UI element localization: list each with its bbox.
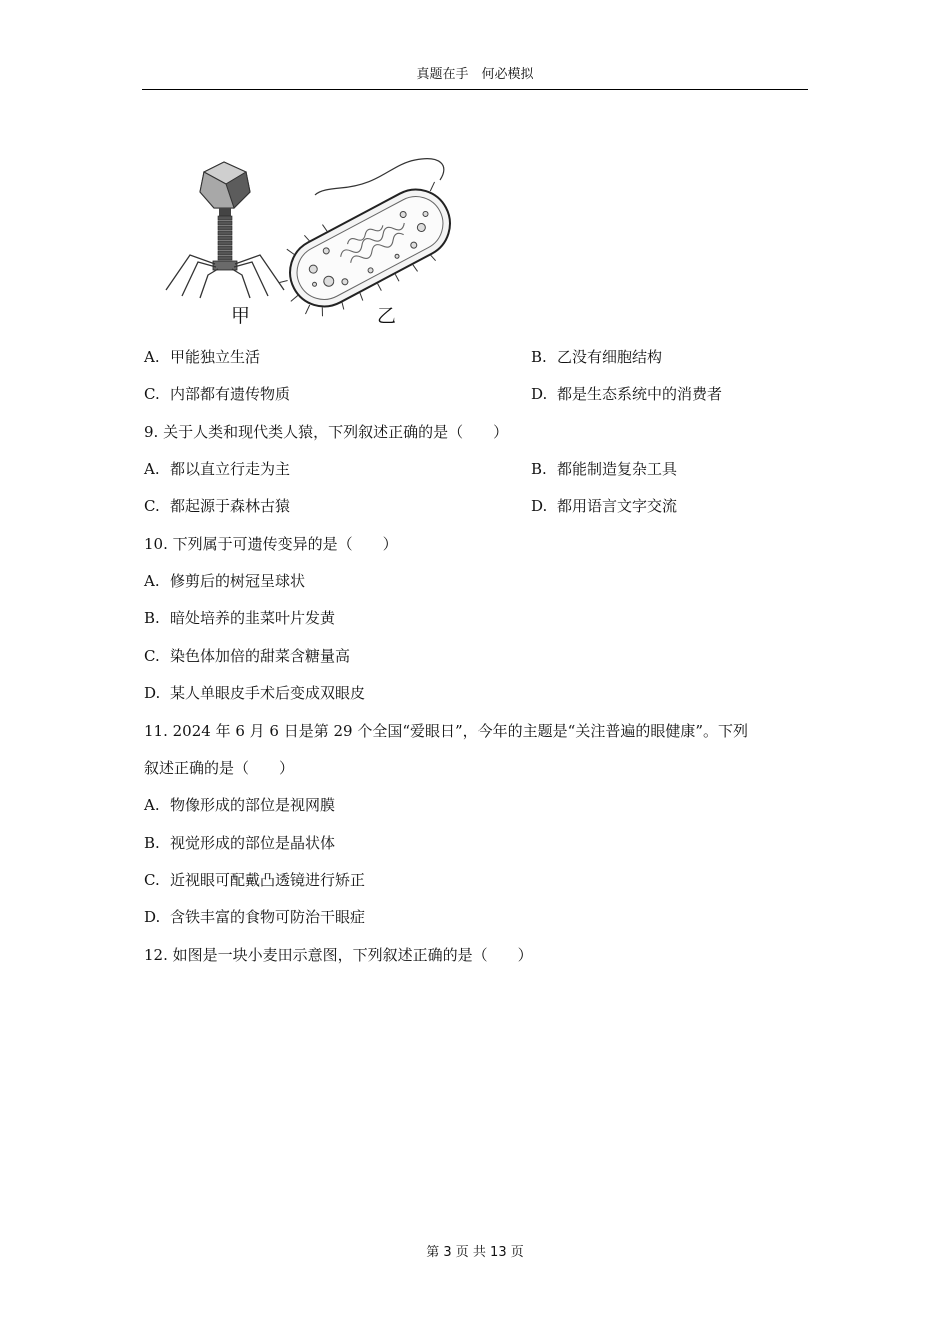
q8-option-b: B. 乙没有细胞结构: [531, 348, 663, 366]
q9-option-c: C. 都起源于森林古猿: [144, 497, 291, 515]
q9-option-a: A. 都以直立行走为主: [144, 460, 291, 478]
q10-option-c: C. 染色体加倍的甜菜含糖量高: [144, 647, 351, 665]
q8-option-d: D. 都是生态系统中的消费者: [531, 385, 723, 403]
q9-stem: 9. 关于人类和现代类人猿，下列叙述正确的是（ ）: [144, 423, 509, 441]
q8-option-a: A. 甲能独立生活: [144, 348, 261, 366]
q10-stem: 10. 下列属于可遗传变异的是（ ）: [144, 535, 398, 553]
virus-bacterium-figure: [160, 150, 460, 335]
bacterium-illustration: [265, 159, 460, 331]
q11-stem-line2: 叙述正确的是（ ）: [144, 759, 295, 777]
page-header: 真题在手 何必模拟: [416, 67, 534, 82]
q11-option-a: A. 物像形成的部位是视网膜: [144, 796, 336, 814]
figure-label-a: 甲: [231, 305, 251, 327]
q11-option-b: B. 视觉形成的部位是晶状体: [144, 834, 336, 852]
q12-stem: 12. 如图是一块小麦田示意图，下列叙述正确的是（ ）: [144, 946, 533, 964]
q9-option-b: B. 都能制造复杂工具: [531, 460, 678, 478]
q10-option-d: D. 某人单眼皮手术后变成双眼皮: [144, 684, 366, 702]
q8-option-c: C. 内部都有遗传物质: [144, 385, 291, 403]
q11-stem-line1: 11. 2024 年 6 月 6 日是第 29 个全国“爱眼日”，今年的主题是“关注普遍的眼健康”。下列: [144, 722, 749, 740]
q9-option-d: D. 都用语言文字交流: [531, 497, 678, 515]
q11-option-d: D. 含铁丰富的食物可防治干眼症: [144, 908, 366, 926]
bacteriophage-illustration: [166, 162, 284, 298]
q10-option-b: B. 暗处培养的韭菜叶片发黄: [144, 609, 336, 627]
page-footer: 第 3 页 共 13 页: [426, 1245, 524, 1260]
q11-option-c: C. 近视眼可配戴凸透镜进行矫正: [144, 871, 366, 889]
header-rule: [142, 89, 808, 90]
q10-option-a: A. 修剪后的树冠呈球状: [144, 572, 306, 590]
figure-label-b: 乙: [377, 305, 397, 327]
